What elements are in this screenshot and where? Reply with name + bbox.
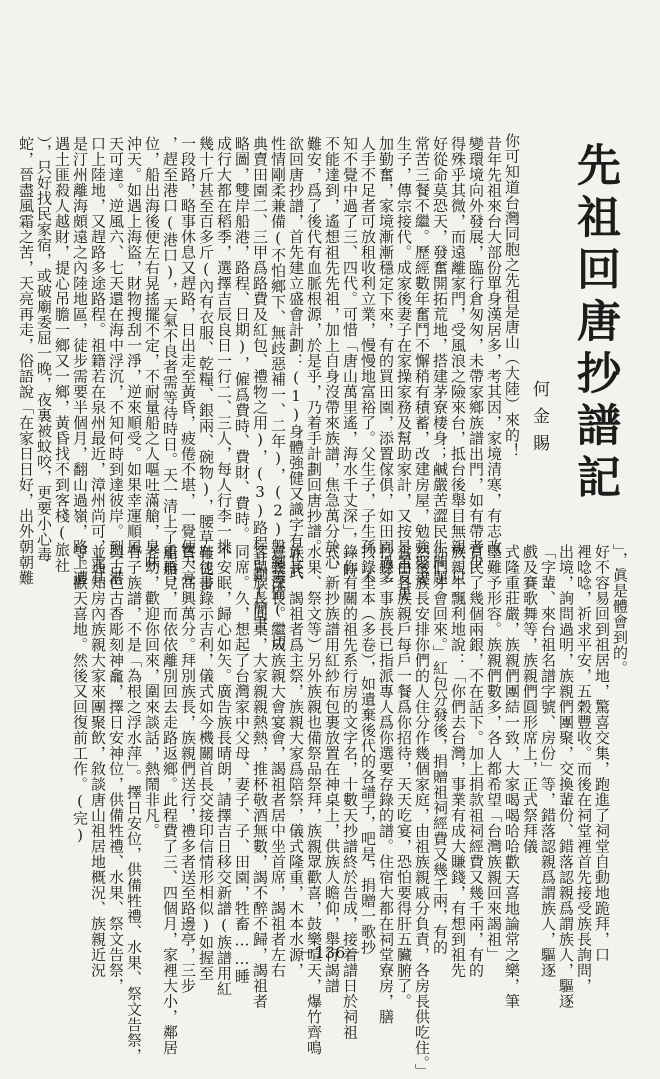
- text-column: 一段路，略事休息又趕路，日出走至黃昏，疲倦不堪，一覺便天亮: [179, 136, 197, 586]
- text-column: 並通知房內族親大家來團聚飲，敘談唐山祖居地概況、族親近況: [89, 544, 107, 978]
- text-column: 」，眞是體會到的。: [611, 544, 629, 676]
- text-column: 口上陸地，又趕路多途路程。祖籍若在泉州最近，漳州尚可，尤其: [89, 136, 107, 586]
- text-column: 略圖，雙岸船港，路程、日期)，僱爲費時、費財、費時。: [233, 136, 251, 542]
- text-column: 蛇，晉盡風霜之苦，天亮再走，俗語說「在家日日好，出外朝朝難: [17, 136, 35, 586]
- text-column: 水果、祭文等）另外族親也備祭品祭拜，族親眾歡喜，鼓樂喧天，爆竹齊鳴: [305, 544, 323, 1056]
- page-number: －136－: [298, 943, 362, 962]
- text-column: 遇土匪殺人越財，提心吊膽一鄉又一鄉，黃昏找不到客棧(旅社: [53, 136, 71, 573]
- text-column: 不安眠，歸心如矢。廣告族長晴朗，請擇吉日移交新譜(族譜用紅: [215, 544, 233, 997]
- text-column: 戲及賽歌舞等，族親們圓形席上，正式祭拜儀: [521, 544, 539, 854]
- text-column: 同席。久，想起了台灣家中父母、妻子、子、田園，牲畜……睡: [233, 544, 251, 984]
- text-column: 裡唸唸，祈求平安，五穀豐收。而後在祠堂裡首先接受族長詢問，: [575, 544, 593, 994]
- text-column: 不能達到，遙想祖先先祖，加上自身沒帶來族譜，焦急萬分於心: [323, 136, 341, 570]
- text-column: 族親牛飄利地說：「你們去台灣，事業有成大賺錢，有想到祖先: [449, 544, 467, 978]
- text-column: 加勤奮，家境漸漸穩定下來，有的買田園，添置傢俱，如田園過多: [377, 136, 395, 586]
- text-column: 等。歡天喜地。然後又回復前工作。(完): [71, 544, 89, 845]
- text-column: 布包書錄示吉利，儀式如今機關首長交接印信情形相似)如握至: [197, 544, 215, 981]
- text-column: 天可達。逆風六、七天還在海中浮沉，不知何時到達彼岸。到了港: [107, 136, 125, 586]
- text-column: 賞民了幾個兩銀，不在話下。加上捐款祖祠經費又幾千兩，有的: [467, 544, 485, 978]
- text-column: 式隆重莊嚴，族親們團結一致，大家喝喝哈哈歡天喜地論常之樂，筆: [503, 544, 521, 1009]
- text-column: 寶，高興萬分。拜別族長，族親們送行，禮多者送至路邊亭，三步: [179, 544, 197, 994]
- text-column: 墨難予形容。族親們數多，各人都希望「台灣族親回來謁祖」: [485, 544, 503, 963]
- text-column: 典賣田園二、三甲爲路費及紅包、禮物之用)，(3)路程計劃(簡畫: [251, 136, 269, 632]
- article-title: 先祖回唐抄譜記: [569, 142, 620, 506]
- text-column: 變環境向外發展，臨行倉匆匆，未帶家鄉族譜出門，如有帶者少: [467, 136, 485, 570]
- text-column: ），只好找民家宿，或破廟委屈一晚，夜裏被蚊咬，更要小心毒: [35, 136, 53, 563]
- text-column: 錄你有關的祖先系行房的文字名，十數天抄譜終於告成，接着譜日於祠祖: [341, 544, 359, 1040]
- text-column: 與古色古香彫刻神龕，擇日安神位，供備牲禮、水果、祭文告祭，: [107, 544, 125, 994]
- text-column: 老幼，歡迎你回來，圍來談話，熱鬧非凡。: [143, 544, 161, 839]
- text-column: 好從命莫恐天，發奮開拓荒地，搭建茅寮棲身；鹹嚴苦澀民生問題: [431, 136, 449, 586]
- text-column: 得殊乎其微，而遠離家門，受風浪之險來台，抵台後舉目無親，只: [449, 136, 467, 586]
- text-column: 位，船出海後便左右晃搖擺不定，不耐量船之人嘔吐滿艙，臭味: [143, 136, 161, 570]
- text-column: 好不容易回到祖居地，驚喜交集，跑進了祠堂自動地跪拜，口: [593, 544, 611, 963]
- text-column: 欲回唐抄譜，首先建立盛會計劃：(1)身體強健又識字有孔武: [287, 136, 305, 579]
- text-column: 難安，爲了後代有血脈根源，於是乎，乃着手計劃回唐抄譜。: [305, 136, 323, 555]
- text-column: 你們才會回來。」紅包分發後，捐贈祖祠經費又幾千兩，有的: [431, 544, 449, 955]
- text-column: 有了族譜，不是「為根之浮水萍」。擇日安位，供備牲禮、水果、祭文告祭，: [125, 544, 143, 1064]
- text-column: 意義深長。繼成族親大會宴會，謁祖者居中坐首席，謁祖者左右: [269, 544, 287, 978]
- text-column: 人手不足者可放租收利立業，慢慢地富裕了。父生子，子生孫，不: [359, 136, 377, 586]
- text-column: 幾十斤甚至百多斤(內有衣服、乾糧、銀兩、碗物)，腰草鞋徒步: [197, 136, 215, 592]
- text-column: 是汀州離海頗遠之內陸地區，徒步需要半個月，翻山過嶺，路上遭: [71, 136, 89, 586]
- text-column: 重再見，而依依離別回去走路返鄉。此程費了三、四個月，家裡大小，鄰居: [161, 544, 179, 1056]
- text-column: 生子，傳宗接代。成家後妻子在家操家務及幫助家計，又按是置買更: [395, 136, 413, 601]
- text-column: 食由各族親戶每戶一餐爲你招待，天天吃宴，恐怕要得肝五臟腑了。: [395, 544, 413, 1009]
- text-column: 知不覺中過了三、四代。可惜「唐山萬里遙，海水千丈深」，一時: [341, 136, 359, 578]
- text-column: 客與族長同桌，大家親親熱熱，推杯敬酒無數，謁不醉不歸，謁祖者: [251, 544, 269, 1009]
- text-column: 昔年先祖來台大部份單身漢居多，考其因，家境清寒，有志改: [485, 136, 503, 555]
- text-column: 族長、謁祖者爲主祭，族親大家爲陪祭，儀式隆重，木本水源，: [287, 544, 305, 978]
- author-name: 何金賜: [529, 380, 549, 461]
- text-column: 「字輩、來台祖名譜字號、房份」等，錯落認親爲謂族人，驅逐: [539, 544, 557, 978]
- text-column: 性情剛柔兼備(不怕鄉下、無歧惡補一、二年)，(2)盤纏籌備(一切: [269, 136, 287, 650]
- text-column: 抄錄一事族長已指派專人爲你選要存錄的譜。住宿大都在祠堂寮房，膳: [377, 544, 395, 1025]
- text-column: 你可知道台灣同胞之先祖是唐山（大陸）來的！: [503, 133, 521, 459]
- text-column: 出境，詢問過明，族親們團聚，交換輩份、錯落認親爲謂族人，驅逐: [557, 544, 575, 1009]
- text-column: 成行大都在稻季，選擇吉辰良日一行二、三人，每人行李一挑: [215, 136, 233, 555]
- text-column: 常苦三餐不繼。歷經數年奮鬥不懈稍有積蓄，改建房屋，勉強娶妻: [413, 136, 431, 586]
- text-column: 然後族長安排你們的人住分作幾個家庭，由祖族親戚分負責，各房長供吃住。」: [413, 544, 431, 1079]
- text-column: 抄錄全本（多卷），如遺棄後代的各譜子，吧是，捐贈一歌抄: [359, 544, 377, 955]
- text-column: 沖天。如遇上海盜，財物搜刮一淨，逆來順受。如果幸運順風二: [125, 136, 143, 570]
- text-column: ，趕至港口(港口)，天氣不良者需等待時日。天一清上了船艙，: [161, 136, 179, 592]
- text-column: 式，新抄族譜用紅紗布包裹放置在神桌上，供族人瞻仰，舉行謁譜: [323, 544, 341, 994]
